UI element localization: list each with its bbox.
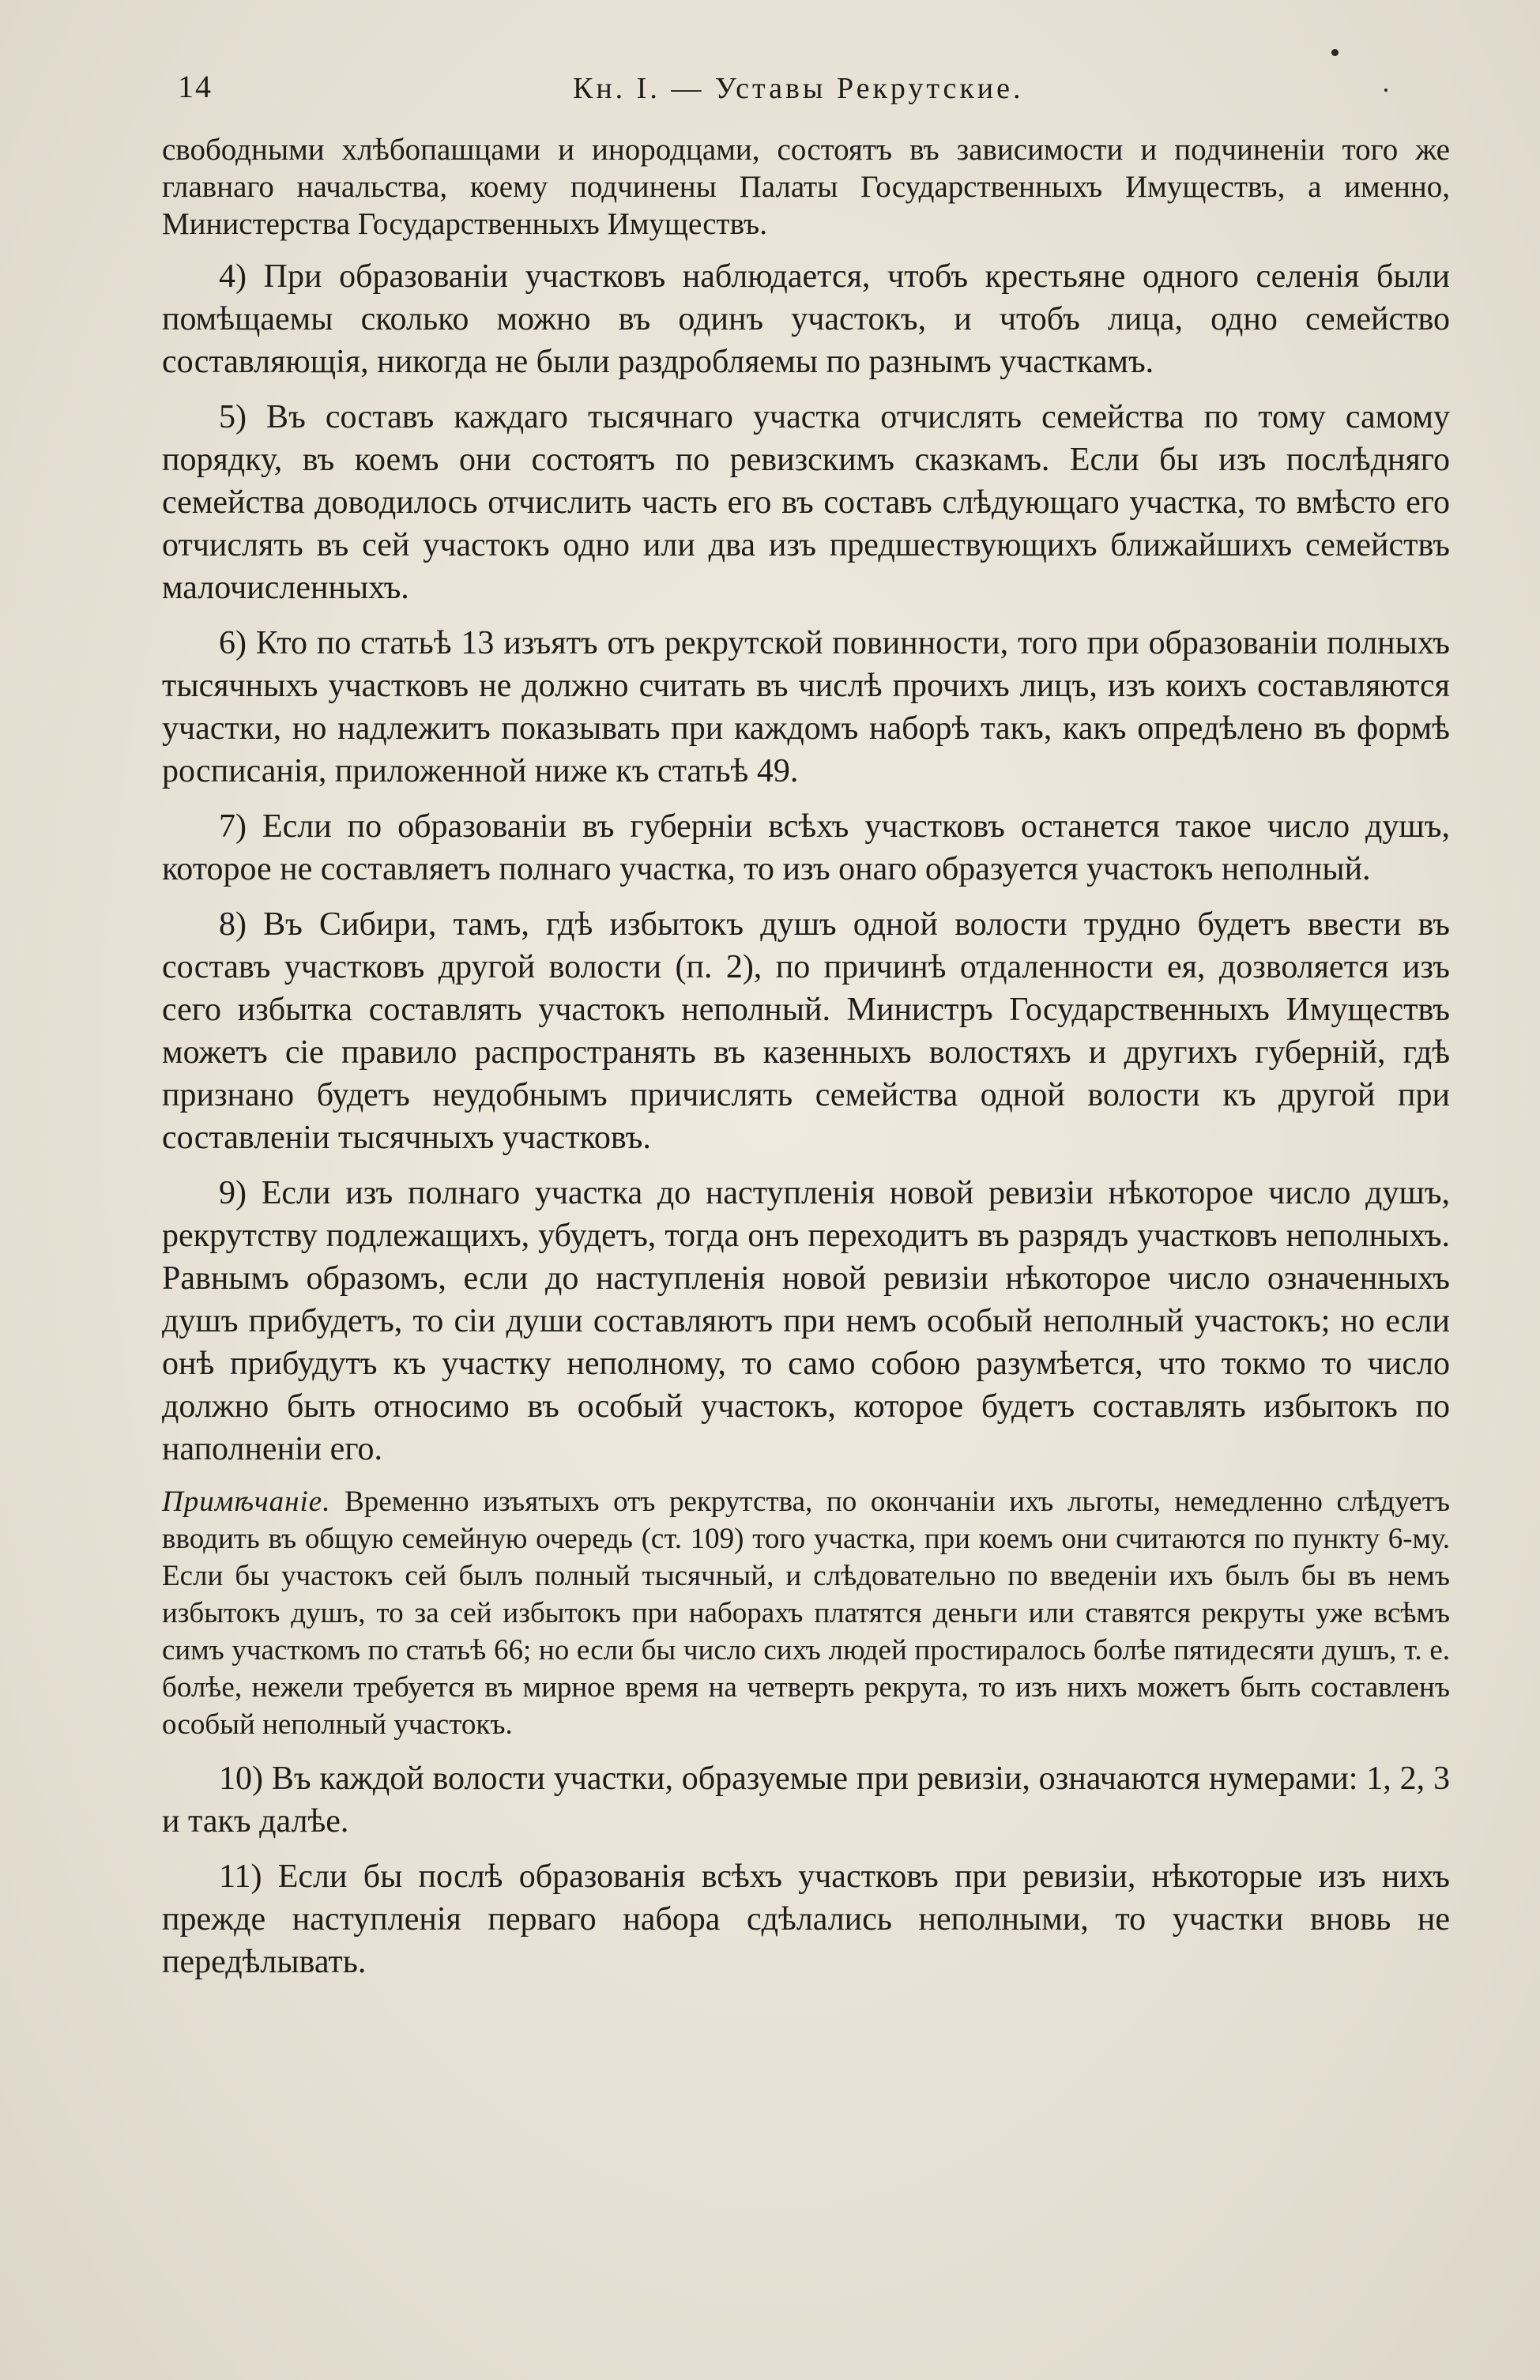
- paragraph-4: 4) При образованіи участковъ наблюдается, чтобъ крестьяне одного селенія были помѣщаемы сколько можно въ одинъ участокъ, и чтобъ лица, одно семейство составляющія, никогда не были раздробляемы по разнымъ участкамъ.: [162, 258, 1450, 380]
- footnote-remark: [162, 1483, 1450, 1743]
- note-text: Временно изъятыхъ отъ рекрутства, по окончаніи ихъ льготы, немедленно слѣдуетъ вводить въ общую семейную очередь (ст. 109) того участка, при коемъ они считаются по пункту 6-му. Если бы участокъ сей былъ полный тысячный, и слѣдовательно по введеніи ихъ былъ бы въ немъ избытокъ душъ, то за сей избытокъ при наборахъ платятся деньги или ставятся рекруты уже всѣмъ симъ участкомъ по статьѣ 66; но если бы число сихъ людей простиралось болѣе пятидесяти душъ, т. е. болѣе, нежели требуется въ мирное время на четверть рекрута, то изъ нихъ можетъ быть составленъ особый неполный участокъ.: [162, 1486, 1450, 1741]
- paragraph-10: 10) Въ каждой волости участки, образуемые при ревизіи, означаются нумерами: 1, 2, 3 и такъ далѣе.: [162, 1761, 1450, 1840]
- ink-speck: [1331, 49, 1339, 56]
- body-text: [162, 131, 1450, 1983]
- page-number: 14: [178, 69, 213, 104]
- paragraph-5: 5) Въ составъ каждаго тысячнаго участка отчислять семейства по тому самому порядку, въ коемъ они состоятъ по ревизскимъ сказкамъ. Если бы изъ послѣдняго семейства доводилось отчислить часть его въ составъ слѣдующаго участка, то вмѣсто его отчислять въ сей участокъ одно или два изъ предшествующихъ ближайшихъ семействъ малочисленныхъ.: [162, 399, 1450, 606]
- paragraph-continuation: свободными хлѣбопашцами и инородцами, состоятъ въ зависимости и подчиненіи того же главнаго начальства, коему подчинены Палаты Государственныхъ Имуществъ, а именно, Министерства Государственныхъ Имуществъ.: [162, 133, 1450, 241]
- note-label: Примѣчаніе.: [162, 1486, 331, 1518]
- paragraph-6: 6) Кто по статьѣ 13 изъятъ отъ рекрутской повинности, того при образованіи полныхъ тысячныхъ участковъ не должно считать въ числѣ прочихъ лицъ, изъ коихъ составляются участки, но надлежитъ показывать при каждомъ наборѣ такъ, какъ опредѣлено въ формѣ росписанія, приложенной ниже къ статьѣ 49.: [162, 625, 1450, 789]
- paragraph-11: 11) Если бы послѣ образованія всѣхъ участковъ при ревизіи, нѣкоторые изъ нихъ прежде наступленія перваго набора сдѣлались неполными, то участки вновь не передѣлывать.: [162, 1858, 1450, 1980]
- page-header: [162, 57, 1453, 112]
- paragraph-7: 7) Если по образованіи въ губерніи всѣхъ участковъ останется такое число душъ, которое не составляетъ полнаго участка, то изъ онаго образуется участокъ неполный.: [162, 808, 1450, 887]
- paragraph-8: 8) Въ Сибири, тамъ, гдѣ избытокъ душъ одной волости трудно будетъ ввести въ составъ участковъ другой волости (п. 2), по причинѣ отдаленности ея, дозволяется изъ сего избытка составлять участокъ неполный. Министръ Государственныхъ Имуществъ можетъ сіе правило распространять въ казенныхъ волостяхъ и другихъ губерній, гдѣ признано будетъ неудобнымъ причислять семейства одной волости къ другой при составленіи тысячныхъ участковъ.: [162, 906, 1450, 1156]
- paragraph-9: 9) Если изъ полнаго участка до наступленія новой ревизіи нѣкоторое число душъ, рекрутству подлежащихъ, убудетъ, тогда онъ переходитъ въ разрядъ участковъ неполныхъ. Равнымъ образомъ, если до наступленія новой ревизіи нѣкоторое число означенныхъ душъ прибудетъ, то сіи души составляютъ при немъ особый неполный участокъ; но если онѣ прибудутъ къ участку неполному, то само собою разумѣется, что токмо то число должно быть относимо въ особый участокъ, которое будетъ составлять избытокъ по наполненіи его.: [162, 1175, 1450, 1467]
- running-head: Кн. I. — Уставы Рекрутские.: [573, 72, 1024, 105]
